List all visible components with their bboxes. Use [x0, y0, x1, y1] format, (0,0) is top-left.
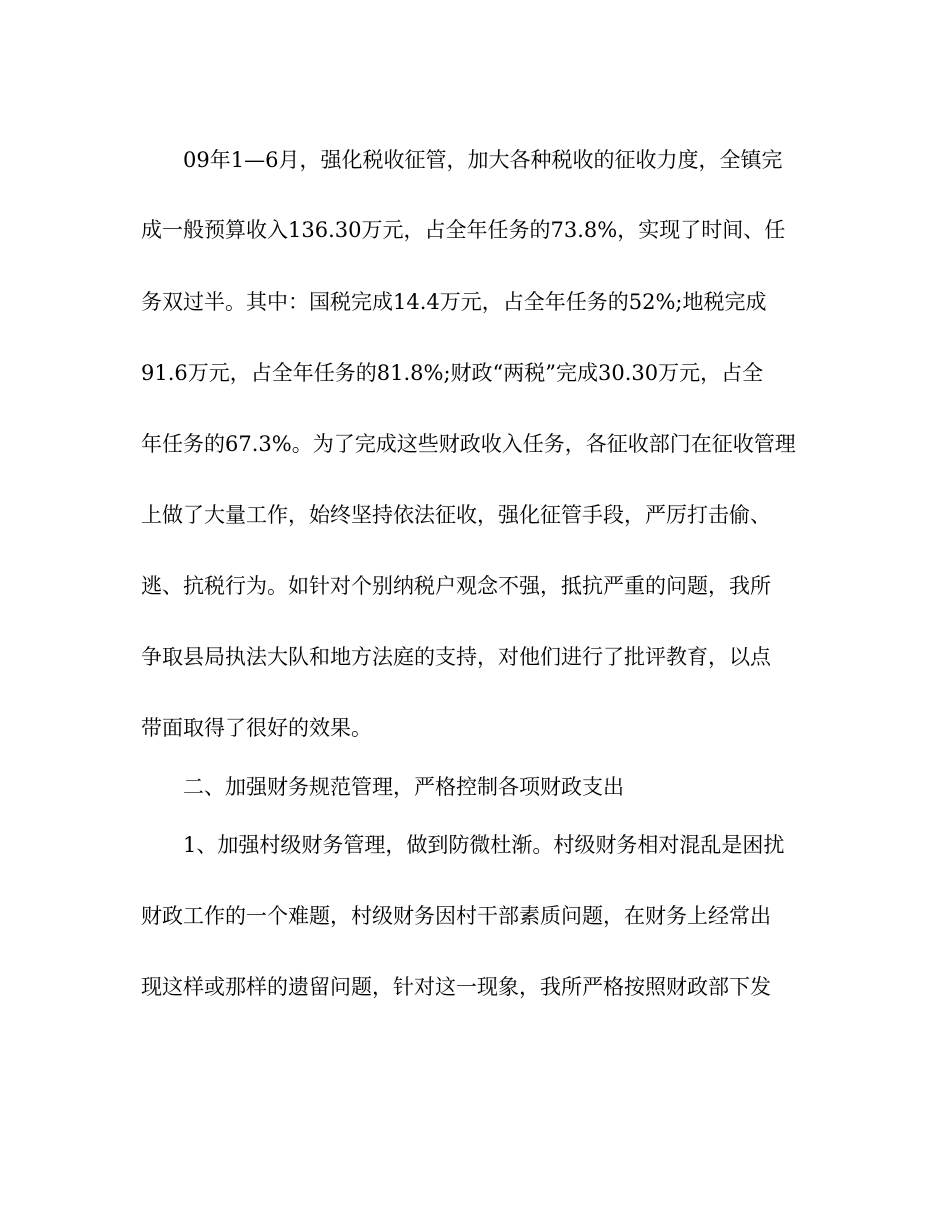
paragraph-line: 逃、抗税行为。如针对个别纳税户观念不强，抵抗严重的问题，我所	[141, 574, 771, 598]
paragraph-line: 现这样或那样的遗留问题，针对这一现象，我所严格按照财政部下发	[141, 975, 771, 999]
paragraph-line: 09年1—6月，强化税收征管，加大各种税收的征收力度，全镇完	[183, 148, 783, 172]
paragraph-line: 争取县局执法大队和地方法庭的支持，对他们进行了批评教育，以点	[141, 645, 771, 669]
paragraph-line: 1、加强村级财务管理，做到防微杜渐。村级财务相对混乱是困扰	[183, 833, 785, 857]
paragraph-line: 年任务的67.3%。为了完成这些财政收入任务，各征收部门在征收管理	[141, 432, 796, 456]
paragraph-line: 务双过半。其中：国税完成14.4万元，占全年任务的52%;地税完成	[141, 290, 767, 314]
paragraph-line: 带面取得了很好的效果。	[141, 716, 372, 740]
paragraph-line: 财政工作的一个难题，村级财务因村干部素质问题，在财务上经常出	[141, 904, 771, 928]
paragraph-line: 上做了大量工作，始终坚持依法征收，强化征管手段，严厉打击偷、	[141, 503, 771, 527]
paragraph-line: 成一般预算收入136.30万元，占全年任务的73.8%，实现了时间、任	[141, 218, 786, 242]
section-heading: 二、加强财务规范管理，严格控制各项财政支出	[183, 775, 624, 799]
paragraph-line: 91.6万元，占全年任务的81.8%;财政“两税”完成30.30万元，占全	[141, 361, 764, 385]
